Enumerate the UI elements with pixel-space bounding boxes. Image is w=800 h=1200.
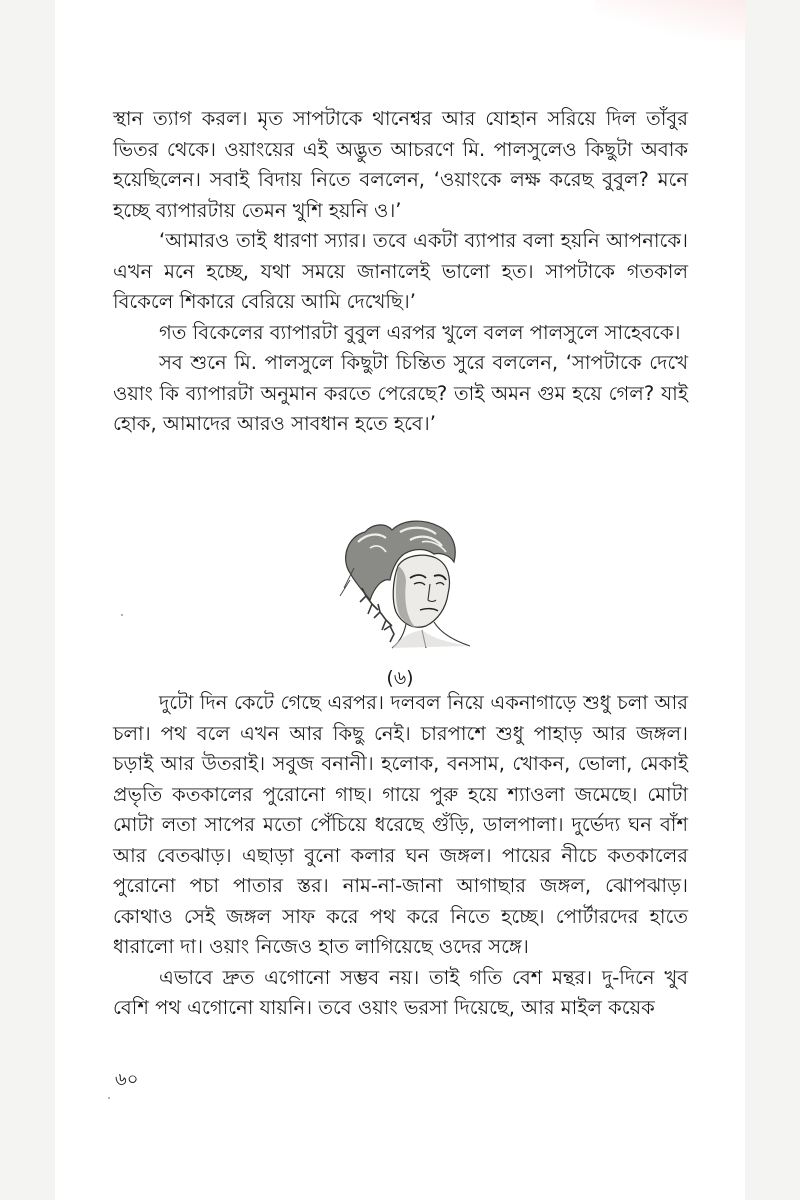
paragraph: এভাবে দ্রুত এগোনো সম্ভব নয়। তাই গতি বেশ মন্থর। দু-দিনে খুব বেশি পথ এগোনো যায়নি। তবে ওয়াং ভরসা দিয়েছে, আর মাইল কয়েক [113,965,688,1019]
text-section-1 [113,104,688,440]
paragraph: ‘আমারও তাই ধারণা স্যার। তবে একটা ব্যাপার বলা হয়নি আপনাকে। এখন মনে হচ্ছে, যথা সময়ে জানালেই ভালো হত। সাপটাকে গতকাল বিকেলে শিকারে বেরিয়ে আমি দেখেছি।’ [113,229,688,313]
page-number: ৬০ [115,1069,139,1090]
paragraph: স্থান ত্যাগ করল। মৃত সাপটাকে থানেশ্বর আর যোহান সরিয়ে দিল তাঁবুর ভিতর থেকে। ওয়াংয়ের এই অদ্ভুত আচরণে মি. পালসুলেও কিছুটা অবাক হয়েছিলেন। সবাই বিদায় নিতে বললেন, ‘ওয়াংকে লক্ষ করেছ বুবুল? মনে হচ্ছে ব্যাপারটায় তেমন খুশি হয়নি ও।’ [113,107,688,222]
scan-speck [108,1097,110,1099]
book-page [55,0,745,1200]
portrait-sketch-icon [330,518,480,650]
chapter-number: (৬) [386,667,414,689]
paragraph: গত বিকেলের ব্যাপারটা বুবুল এরপর খুলে বলল পালসুলে সাহেবকে। [159,320,681,344]
scan-speck [121,614,123,616]
page-stain [595,0,745,40]
text-section-2 [113,688,688,1024]
paragraph: দুটো দিন কেটে গেছে এরপর। দলবল নিয়ে একনাগাড়ে শুধু চলা আর চলা। পথ বলে এখন আর কিছু নেই। চারপাশে শুধু পাহাড় আর জঙ্গল। চড়াই আর উতরাই। সবুজ বনানী। হলোক, বনসাম, খোকন, ভোলা, মেকাই প্রভৃতি কতকালের পুরোনো গাছ। গায়ে পুরু হয়ে শ্যাওলা জমেছে। মোটা মোটা লতা সাপের মতো পেঁচিয়ে ধরেছে গুঁড়ি, ডালপালা। দুর্ভেদ্য ঘন বাঁশ আর বেতঝাড়। এছাড়া বুনো কলার ঘন জঙ্গল। পায়ের নীচে কতকালের পুরোনো পচা পাতার স্তর। নাম-না-জানা আগাছার জঙ্গল, ঝোপঝাড়। কোথাও সেই জঙ্গল সাফ করে পথ করে নিতে হচ্ছে। পোর্টারদের হাতে ধারালো দা। ওয়াং নিজেও হাত লাগিয়েছে ওদের সঙ্গে। [113,691,688,958]
paragraph: সব শুনে মি. পালসুলে কিছুটা চিন্তিত সুরে বললেন, ‘সাপটাকে দেখে ওয়াং কি ব্যাপারটা অনুমান করতে পেরেছে? তাই অমন গুম হয়ে গেল? যাই হোক, আমাদের আরও সাবধান হতে হবে।’ [113,351,688,435]
